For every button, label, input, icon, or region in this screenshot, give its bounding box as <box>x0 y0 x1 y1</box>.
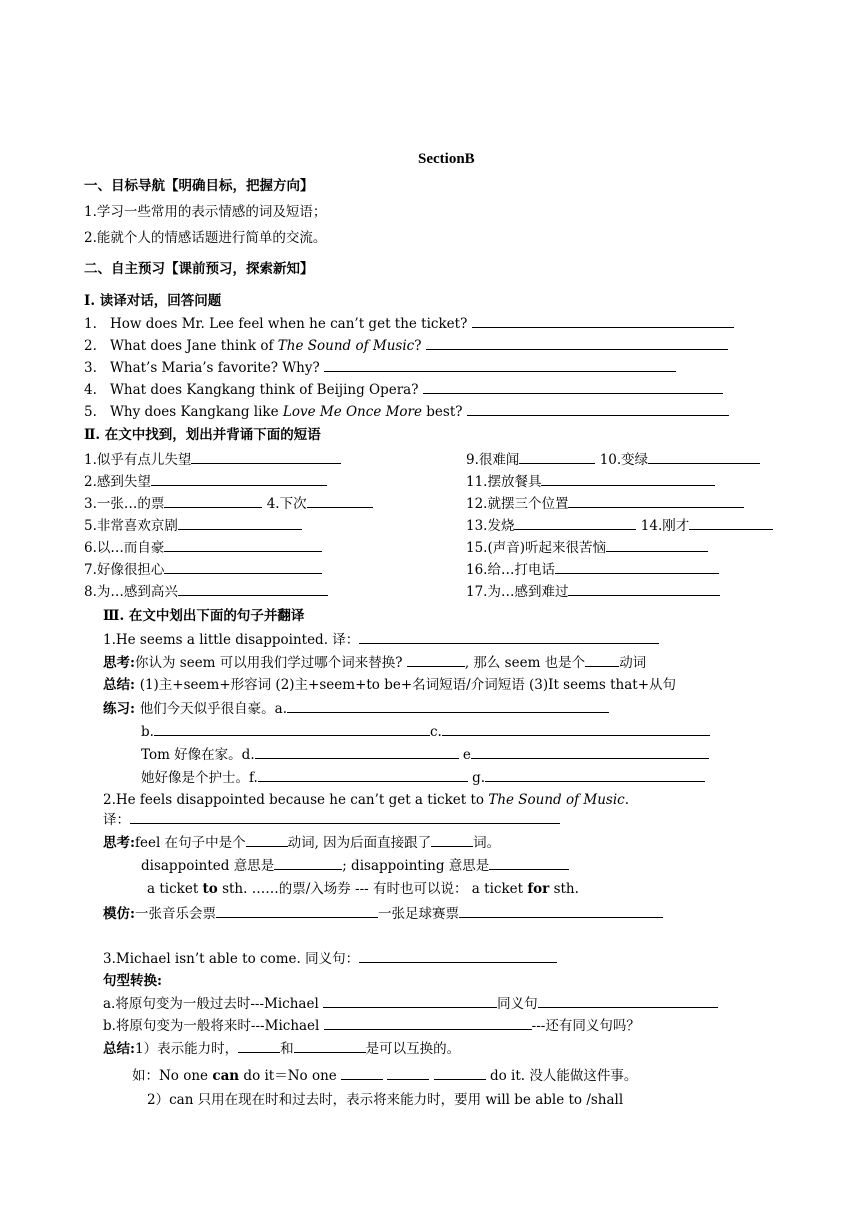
phrase-blank[interactable] <box>151 472 327 486</box>
part3-title: Ⅲ. 在文中划出下面的句子并翻译 <box>103 608 305 624</box>
phrase-item <box>466 538 708 557</box>
imitation-text: 一张足球赛票 <box>377 906 459 922</box>
answer-blank[interactable] <box>423 380 723 394</box>
sentence-2 <box>103 791 629 809</box>
answer-blank[interactable] <box>442 722 710 736</box>
phrase-blank[interactable] <box>519 450 595 464</box>
phrase-blank[interactable] <box>568 494 744 508</box>
answer-blank[interactable] <box>359 949 557 963</box>
transform-label: 句型转换: <box>103 973 162 989</box>
think-2 <box>103 833 500 852</box>
answer-blank[interactable] <box>154 722 430 736</box>
question-number: 5. <box>84 404 97 420</box>
phrase-blank[interactable] <box>689 516 773 530</box>
phrase-label: 1.似乎有点儿失望 <box>84 452 192 468</box>
answer-blank[interactable] <box>431 833 473 847</box>
practice-text: 他们今天似乎很自豪。a. <box>139 701 288 717</box>
practice-bc <box>141 722 710 741</box>
question-text-end: best? <box>422 404 463 420</box>
practice-text: g. <box>472 770 486 786</box>
practice-text: b. <box>141 724 154 740</box>
answer-blank[interactable] <box>324 358 676 372</box>
think-text: 动词 <box>619 655 647 671</box>
phrase-item <box>84 516 302 535</box>
example-text: do it＝No one <box>239 1068 342 1084</box>
sentence-text-end: . <box>624 792 630 808</box>
answer-blank[interactable] <box>489 856 569 870</box>
phrase-item <box>84 582 328 601</box>
translation-blank[interactable] <box>130 810 560 824</box>
answer-blank[interactable] <box>472 314 734 328</box>
question-number: 3. <box>84 360 97 376</box>
question-text: What does Jane think of <box>110 338 278 354</box>
question-row <box>84 336 728 355</box>
usage-text: sth. <box>549 881 579 897</box>
summary-text: 和 <box>280 1041 294 1057</box>
answer-blank[interactable] <box>238 1039 280 1053</box>
answer-blank[interactable] <box>471 745 709 759</box>
example-text: 如：No one <box>132 1068 213 1084</box>
phrase-blank[interactable] <box>164 538 322 552</box>
question-text: How does Mr. Lee feel when he can’t get the ticket? <box>110 316 468 332</box>
example-line <box>132 1066 637 1085</box>
transform-b <box>103 1016 640 1035</box>
question-title-italic: Love Me Once More <box>282 404 422 420</box>
phrase-item <box>84 538 322 557</box>
usage-text: sth. ……的票/入场券 --- 有时也可以说： a ticket <box>217 881 528 897</box>
phrase-item <box>84 472 327 491</box>
translation-label: 译： <box>103 812 130 828</box>
question-row <box>84 380 723 399</box>
transform-text: 同义句 <box>497 996 538 1012</box>
answer-blank[interactable] <box>407 653 465 667</box>
answer-blank[interactable] <box>294 1039 366 1053</box>
question-text: What does Kangkang think of Beijing Opera? <box>110 382 419 398</box>
practice-de <box>141 745 709 764</box>
part2-title: Ⅱ. 在文中找到，划出并背诵下面的短语 <box>84 427 321 443</box>
answer-blank[interactable] <box>246 833 288 847</box>
phrase-blank[interactable] <box>178 582 328 596</box>
think-text: feel 在句子中是个 <box>134 835 246 851</box>
think-text: 你认为 seem 可以用我们学过哪个词来替换? <box>134 655 407 671</box>
think-label: 思考: <box>103 835 135 851</box>
question-text-end: ? <box>414 338 422 354</box>
phrase-item <box>466 472 715 491</box>
answer-blank[interactable] <box>434 1066 486 1080</box>
answer-blank[interactable] <box>216 904 378 918</box>
question-number: 2. <box>84 338 97 354</box>
answer-blank[interactable] <box>485 768 705 782</box>
question-number: 4. <box>84 382 97 398</box>
think-text: 词。 <box>473 835 501 851</box>
summary-text: (1)主+seem+形容词 (2)主+seem+to be+名词短语/介词短语 (3)It seems that+从句 <box>139 677 677 693</box>
answer-blank[interactable] <box>467 402 729 416</box>
answer-blank[interactable] <box>426 336 728 350</box>
translation-blank[interactable] <box>359 630 659 644</box>
page-title: SectionB <box>418 151 475 167</box>
phrase-label: 2.感到失望 <box>84 474 151 490</box>
translation-2 <box>103 810 560 829</box>
phrase-label: 4.下次 <box>266 496 307 512</box>
phrase-label: 5.非常喜欢京剧 <box>84 518 178 534</box>
heading-preview: 二、自主预习【课前预习，探索新知】 <box>84 261 314 277</box>
practice-text: 她好像是个护士。f. <box>141 770 258 786</box>
phrase-label: 14.刚才 <box>640 518 690 534</box>
phrase-item <box>466 516 773 535</box>
example-text: do it. 没人能做这件事。 <box>485 1068 638 1084</box>
phrase-blank[interactable] <box>307 494 373 508</box>
summary-label: 总结: <box>103 1041 135 1057</box>
sentence-1 <box>103 630 659 649</box>
answer-blank[interactable] <box>323 994 497 1008</box>
heading-goals: 一、目标导航【明确目标，把握方向】 <box>84 178 314 194</box>
question-text: Why does Kangkang like <box>110 404 283 420</box>
phrase-label: 7.好像很担心 <box>84 562 165 578</box>
goal-item: 1.学习一些常用的表示情感的词及短语； <box>84 204 327 220</box>
answer-blank[interactable] <box>585 653 619 667</box>
phrase-blank[interactable] <box>191 450 341 464</box>
phrase-item <box>466 560 719 579</box>
answer-blank[interactable] <box>341 1066 383 1080</box>
example-bold: can <box>212 1068 240 1084</box>
answer-blank[interactable] <box>274 856 342 870</box>
phrase-item <box>466 494 744 513</box>
phrase-label: 6.以…而自豪 <box>84 540 165 556</box>
think-text: , 那么 seem 也是个 <box>464 655 586 671</box>
answer-blank[interactable] <box>287 699 609 713</box>
phrase-blank[interactable] <box>514 516 636 530</box>
sentence-title-italic: The Sound of Music <box>488 792 625 808</box>
question-row <box>84 402 729 421</box>
usage-text: a ticket <box>147 881 203 897</box>
meaning-text: ; disappointing 意思是 <box>342 858 490 874</box>
phrase-blank[interactable] <box>555 560 719 574</box>
goal-item: 2.能就个人的情感话题进行简单的交流。 <box>84 230 327 246</box>
last-line: 2）can 只用在现在时和过去时，表示将来能力时，要用 will be able to /shall <box>147 1092 624 1108</box>
phrase-blank[interactable] <box>541 472 715 486</box>
practice-text: Tom 好像在家。d. <box>141 747 255 763</box>
meaning-text: disappointed 意思是 <box>141 858 275 874</box>
practice-text: c. <box>429 724 442 740</box>
part1-title: Ⅰ. 读译对话，回答问题 <box>84 293 222 309</box>
imitation <box>103 904 663 923</box>
practice-fg <box>141 768 705 787</box>
phrase-blank[interactable] <box>178 516 302 530</box>
imitation-label: 模仿: <box>103 906 135 922</box>
answer-blank[interactable] <box>255 745 459 759</box>
phrase-label: 10.变绿 <box>599 452 649 468</box>
usage-bold: for <box>527 881 550 897</box>
think-1 <box>103 653 646 672</box>
transform-text: ---还有同义句吗？ <box>531 1018 640 1034</box>
phrase-blank[interactable] <box>568 582 720 596</box>
phrase-label: 9.很难闻 <box>466 452 520 468</box>
question-row <box>84 358 676 377</box>
answer-blank[interactable] <box>324 1016 532 1030</box>
phrase-item <box>84 494 373 513</box>
phrase-blank[interactable] <box>164 560 322 574</box>
usage-bold: to <box>202 881 218 897</box>
phrase-label: 16.给…打电话 <box>466 562 555 578</box>
summary-text: 是可以互换的。 <box>365 1041 461 1057</box>
think-text: 动词, 因为后面直接跟了 <box>287 835 432 851</box>
transform-text: a.将原句变为一般过去时---Michael <box>103 996 324 1012</box>
phrase-blank[interactable] <box>648 450 760 464</box>
phrase-label: 17.为…感到难过 <box>466 584 569 600</box>
transform-text: b.将原句变为一般将来时---Michael <box>103 1018 324 1034</box>
question-number: 1. <box>84 316 97 332</box>
summary-label: 总结: <box>103 677 140 693</box>
practice-text: e <box>462 747 471 763</box>
practice-label: 练习: <box>103 701 140 717</box>
practice-1 <box>103 699 609 718</box>
sentence-3 <box>103 949 557 968</box>
phrase-item <box>84 450 341 469</box>
phrase-blank[interactable] <box>606 538 708 552</box>
think-label: 思考: <box>103 655 135 671</box>
answer-blank[interactable] <box>459 904 663 918</box>
ticket-usage <box>147 880 579 898</box>
disappointed-meaning <box>141 856 569 875</box>
summary-text: 1）表示能力时， <box>134 1041 239 1057</box>
summary-1 <box>103 676 676 694</box>
phrase-label: 11.摆放餐具 <box>466 474 542 490</box>
transform-a <box>103 994 718 1013</box>
phrase-item <box>466 582 720 601</box>
phrase-item <box>84 560 322 579</box>
phrase-label: 12.就摆三个位置 <box>466 496 569 512</box>
answer-blank[interactable] <box>258 768 468 782</box>
answer-blank[interactable] <box>538 994 718 1008</box>
question-row <box>84 314 734 333</box>
phrase-label: 15.(声音)听起来很苦恼 <box>466 540 607 556</box>
imitation-text: 一张音乐会票 <box>134 906 216 922</box>
phrase-item <box>466 450 760 469</box>
answer-blank[interactable] <box>387 1066 429 1080</box>
phrase-blank[interactable] <box>164 494 262 508</box>
sentence-text: 1.He seems a little disappointed. 译： <box>103 632 360 648</box>
sentence-text: 2.He feels disappointed because he can’t get a ticket to <box>103 792 489 808</box>
sentence-text: 3.Michael isn’t able to come. 同义句： <box>103 951 360 967</box>
summary-2 <box>103 1039 460 1058</box>
phrase-label: 3.一张…的票 <box>84 496 165 512</box>
question-title-italic: The Sound of Music <box>277 338 415 354</box>
phrase-label: 13.发烧 <box>466 518 515 534</box>
phrase-label: 8.为…感到高兴 <box>84 584 178 600</box>
question-text: What’s Maria’s favorite? Why? <box>110 360 320 376</box>
